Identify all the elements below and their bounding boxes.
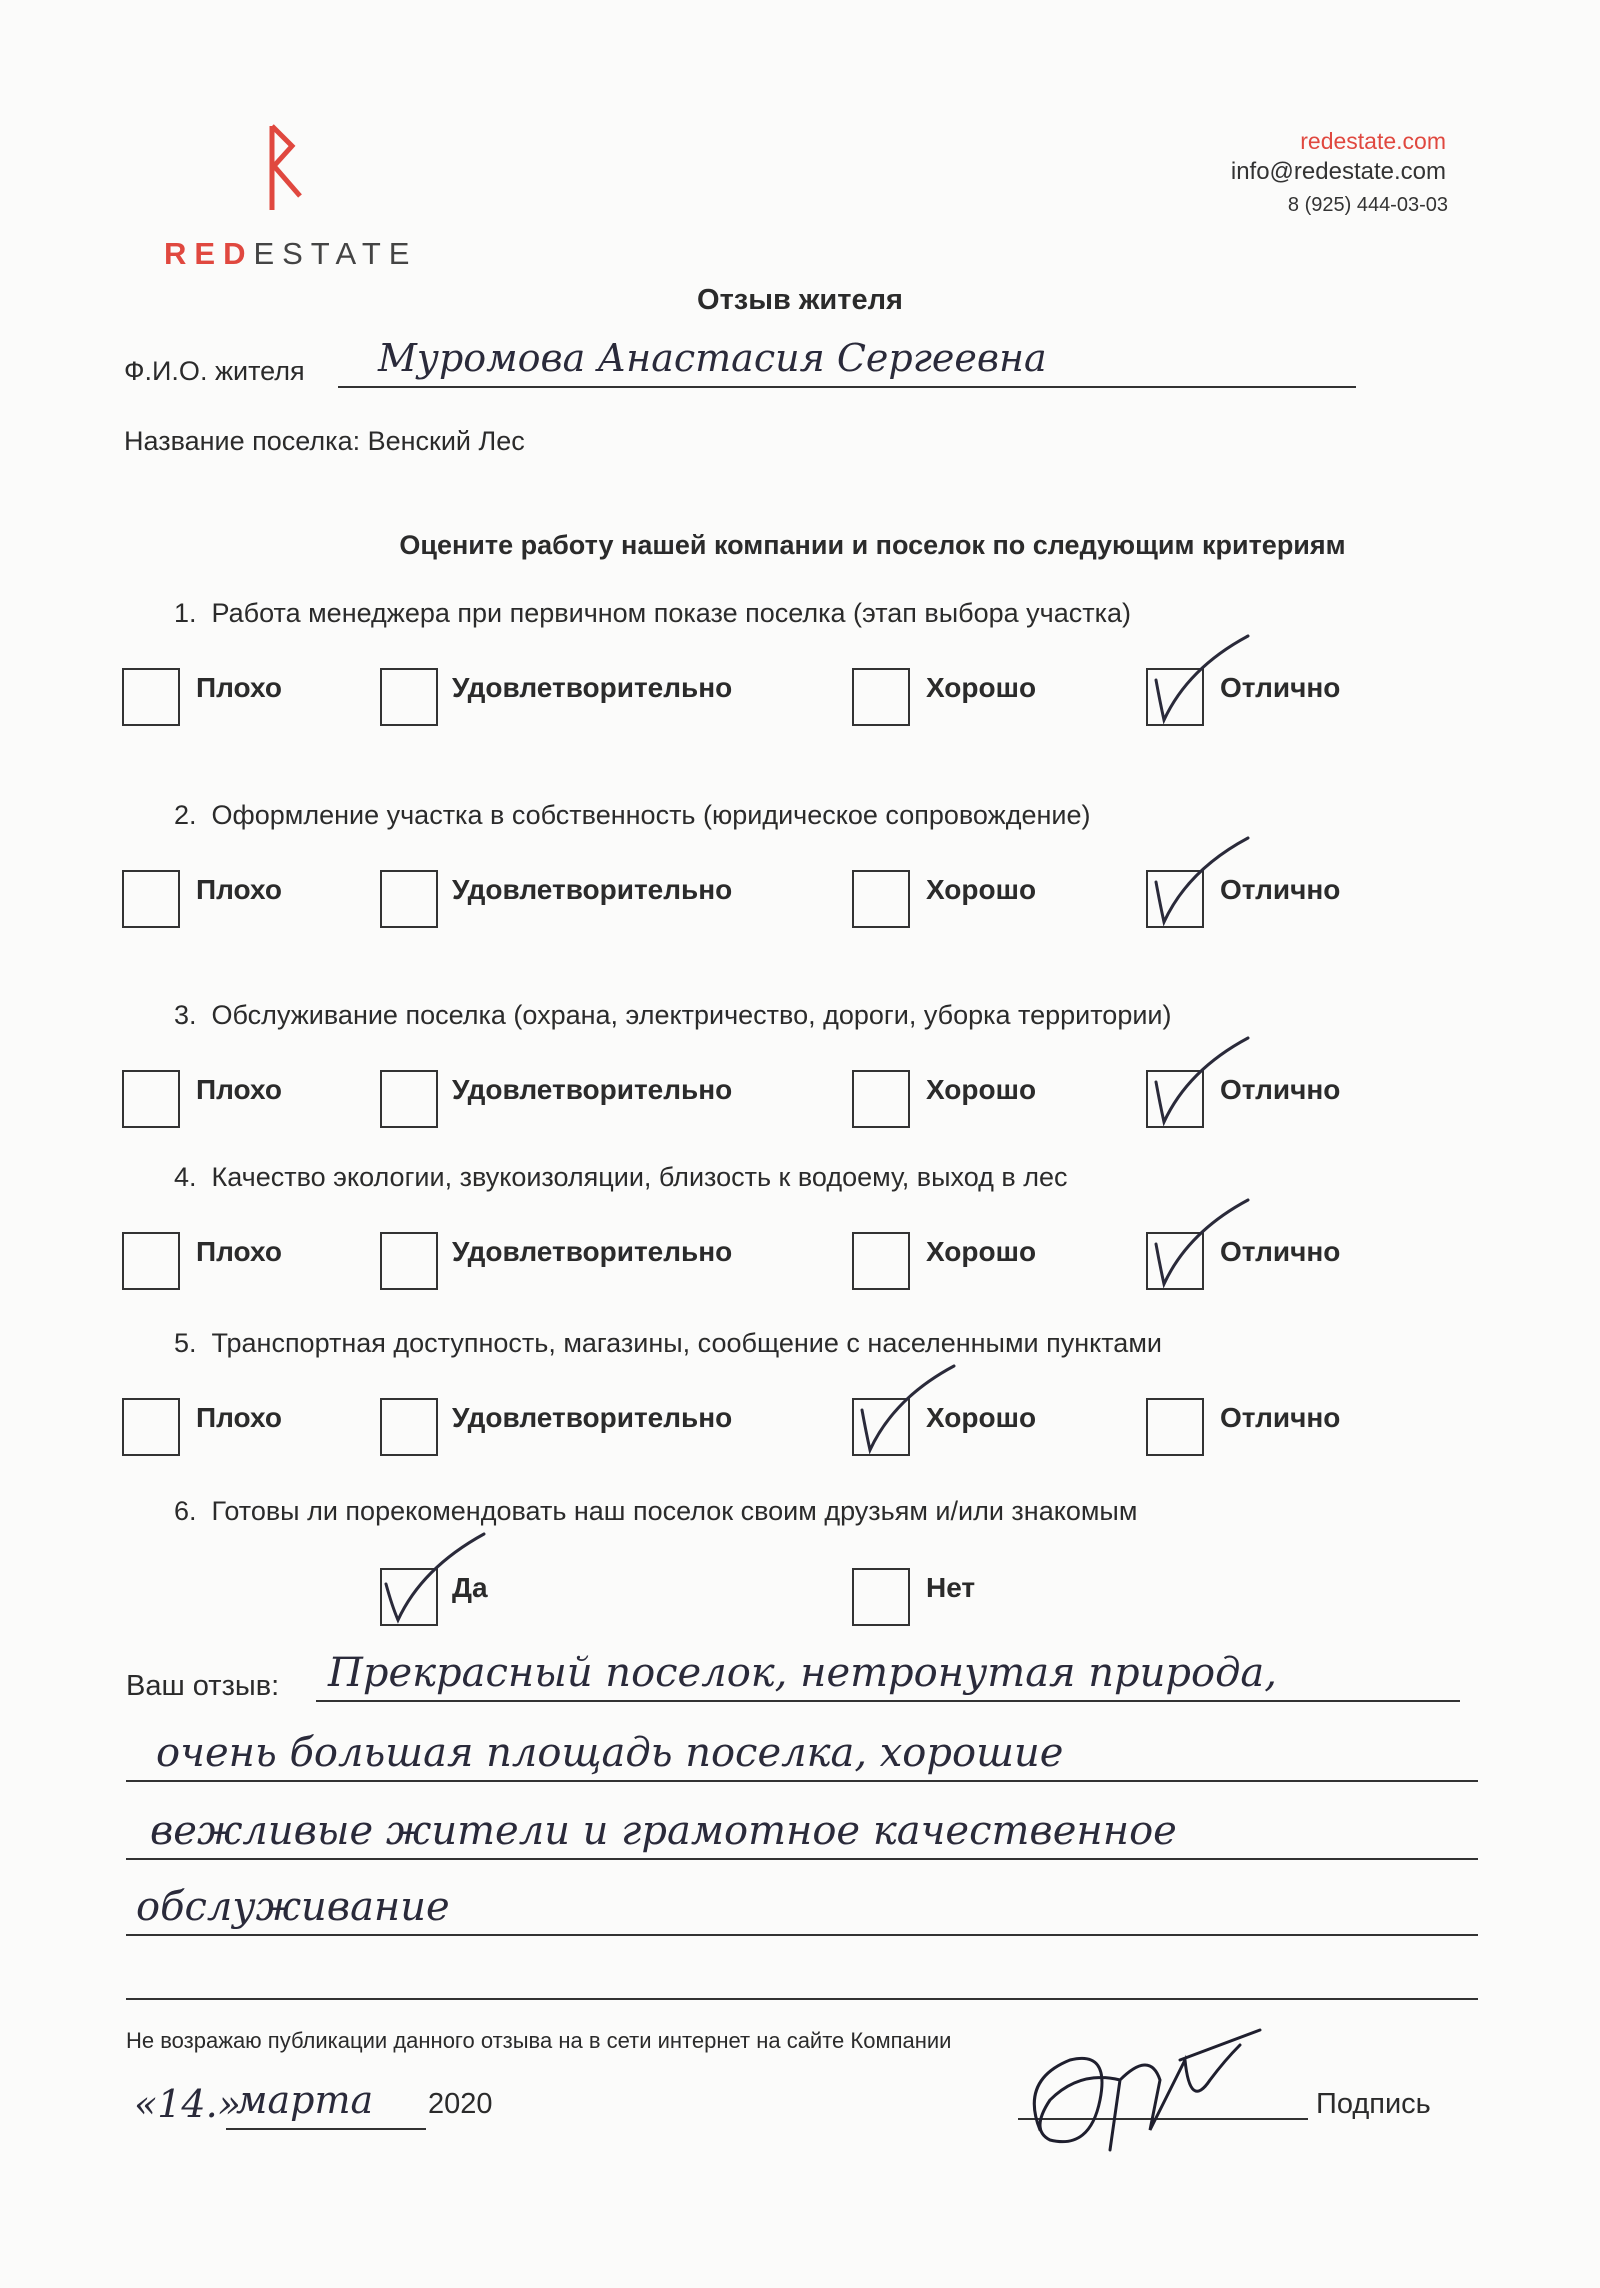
q3-bad-label: Плохо — [196, 1074, 282, 1105]
q4-good-label: Хорошо — [926, 1236, 1037, 1267]
q5-excellent-label: Отлично — [1220, 1402, 1341, 1433]
q5-satisfactory-checkbox[interactable] — [380, 1398, 438, 1456]
review-line-4-text: обслуживание — [136, 1884, 450, 1930]
q4-satisfactory-checkbox[interactable] — [380, 1232, 438, 1290]
review-line-1[interactable] — [316, 1648, 1460, 1702]
q3-satisfactory-checkbox[interactable] — [380, 1070, 438, 1128]
q2-excellent-label: Отлично — [1220, 874, 1341, 905]
q1-good-label: Хорошо — [926, 672, 1037, 703]
name-field[interactable] — [338, 336, 1356, 388]
review-line-2-text: очень большая площадь поселка, хорошие — [156, 1730, 1064, 1776]
q1-bad-checkbox[interactable] — [122, 668, 180, 726]
q3-excellent-checkbox[interactable] — [1146, 1070, 1204, 1128]
q2-bad-label: Плохо — [196, 874, 282, 905]
q2-excellent-checkbox[interactable] — [1146, 870, 1204, 928]
q1-good-checkbox[interactable] — [852, 668, 910, 726]
q1-bad-label: Плохо — [196, 672, 282, 703]
date-year: 2020 — [428, 2088, 493, 2120]
name-label: Ф.И.О. жителя — [124, 356, 305, 386]
brand-name — [164, 236, 417, 272]
question-recommend: 6. Готовы ли порекомендовать наш поселок своим друзьям и/или знакомым — [174, 1496, 1138, 1526]
no-checkbox[interactable] — [852, 1568, 910, 1626]
q3-bad-checkbox[interactable] — [122, 1070, 180, 1128]
redestate-logo-icon — [262, 118, 312, 218]
website-link[interactable]: redestate.com — [1300, 128, 1446, 154]
question-3: 3. Обслуживание поселка (охрана, электричество, дороги, уборка территории) — [174, 1000, 1172, 1030]
question-1: 1. Работа менеджера при первичном показе поселка (этап выбора участка) — [174, 598, 1132, 628]
name-value: Муромова Анастасия Сергеевна — [378, 336, 1047, 380]
q5-bad-label: Плохо — [196, 1402, 282, 1433]
brand-name-gray: ESTATE — [253, 236, 418, 271]
signature-image — [1010, 2020, 1270, 2170]
brand-name-red: RED — [164, 236, 254, 271]
review-line-5[interactable] — [126, 1958, 1478, 2000]
q2-satisfactory-label: Удовлетворительно — [452, 874, 733, 905]
q2-good-checkbox[interactable] — [852, 870, 910, 928]
no-label: Нет — [926, 1572, 976, 1603]
date-day: «14.» — [134, 2082, 241, 2126]
q3-satisfactory-label: Удовлетворительно — [452, 1074, 733, 1105]
review-label: Ваш отзыв: — [126, 1670, 280, 1702]
q4-bad-checkbox[interactable] — [122, 1232, 180, 1290]
q5-excellent-checkbox[interactable] — [1146, 1398, 1204, 1456]
review-line-3[interactable] — [126, 1806, 1478, 1860]
phone-number: 8 (925) 444-03-03 — [1287, 194, 1448, 216]
q1-satisfactory-label: Удовлетворительно — [452, 672, 733, 703]
q1-excellent-checkbox[interactable] — [1146, 668, 1204, 726]
q4-good-checkbox[interactable] — [852, 1232, 910, 1290]
question-2: 2. Оформление участка в собственность (юридическое сопровождение) — [174, 800, 1091, 830]
q1-satisfactory-checkbox[interactable] — [380, 668, 438, 726]
review-line-4[interactable] — [126, 1882, 1478, 1936]
q5-satisfactory-label: Удовлетворительно — [452, 1402, 733, 1433]
q4-excellent-label: Отлично — [1220, 1236, 1341, 1267]
date-month-field[interactable] — [226, 2078, 426, 2130]
review-line-2[interactable] — [126, 1728, 1478, 1782]
review-line-3-text: вежливые жители и грамотное качественное — [150, 1808, 1177, 1854]
review-line-1-text: Прекрасный поселок, нетронутая природа, — [328, 1650, 1277, 1696]
q3-good-checkbox[interactable] — [852, 1070, 910, 1128]
q4-satisfactory-label: Удовлетворительно — [452, 1236, 733, 1267]
email-link[interactable]: info@redestate.com — [1230, 158, 1446, 185]
q5-good-checkbox[interactable] — [852, 1398, 910, 1456]
q2-good-label: Хорошо — [926, 874, 1037, 905]
village-label: Название поселка: Венский Лес — [124, 426, 525, 456]
consent-text: Не возражаю публикации данного отзыва на в сети интернет на сайте Компании — [126, 2028, 952, 2053]
q5-good-label: Хорошо — [926, 1402, 1037, 1433]
q2-bad-checkbox[interactable] — [122, 870, 180, 928]
page-title: Отзыв жителя — [697, 284, 903, 316]
question-4: 4. Качество экологии, звукоизоляции, близость к водоему, выход в лес — [174, 1162, 1068, 1192]
yes-checkbox[interactable] — [380, 1568, 438, 1626]
date-month: марта — [236, 2078, 374, 2122]
signature-label: Подпись — [1316, 2088, 1431, 2120]
question-5: 5. Транспортная доступность, магазины, сообщение с населенными пунктами — [174, 1328, 1162, 1358]
q3-excellent-label: Отлично — [1220, 1074, 1341, 1105]
criteria-title: Оцените работу нашей компании и поселок по следующим критериям — [399, 530, 1346, 560]
q3-good-label: Хорошо — [926, 1074, 1037, 1105]
q2-satisfactory-checkbox[interactable] — [380, 870, 438, 928]
q4-bad-label: Плохо — [196, 1236, 282, 1267]
yes-label: Да — [452, 1572, 488, 1603]
logo — [262, 118, 312, 218]
q4-excellent-checkbox[interactable] — [1146, 1232, 1204, 1290]
q5-bad-checkbox[interactable] — [122, 1398, 180, 1456]
q1-excellent-label: Отлично — [1220, 672, 1341, 703]
